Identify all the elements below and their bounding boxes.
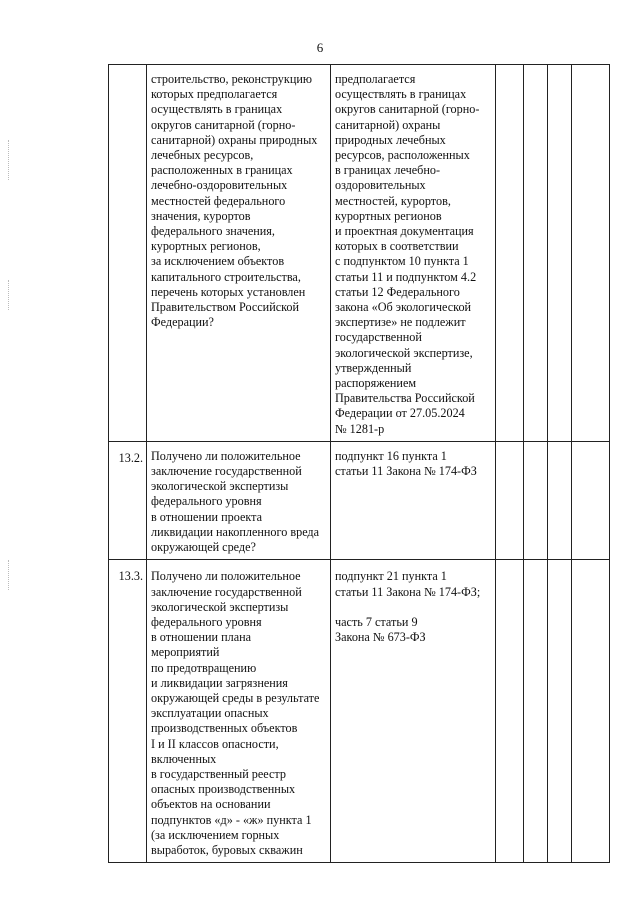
scan-margin-mark [8, 140, 19, 180]
table-row [109, 65, 610, 442]
question-text: Получено ли положительное заключение государственной экологической экспертизы федерального уровня в отношении проекта ликвидации накопленного вреда окружающей среде? [151, 448, 320, 555]
row-number: 13.3. [118, 569, 143, 584]
question-cell [147, 560, 331, 863]
remarks-cell [572, 65, 610, 442]
legal-reference-text: предполагается осуществлять в границах округов санитарной (горно- санитарной) охраны природных лечебных ресурсов, расположенных в границах лечебно- оздоровительных местностей, курортов, курортных регионов и проектная документация которых в соответствии с подпунктом 10 пункта 1 статьи 11 и подпунктом 4.2 статьи 12 Федерального закона «Об экологической экспертизе» не подлежит государственной экологической экспертизе, утвержденный распоряжением Правительства Российской Федерации от 27.05.2024 № 1281-р [335, 72, 480, 436]
answer-na-cell [548, 441, 572, 559]
checklist-table [108, 64, 610, 863]
remarks-cell [572, 560, 610, 863]
question-cell [147, 441, 331, 559]
row-number-cell [109, 560, 147, 863]
scan-margin-mark [8, 560, 19, 590]
answer-na-cell [548, 560, 572, 863]
legal-reference-cell [331, 560, 496, 863]
table-row [109, 441, 610, 559]
row-number-cell [109, 441, 147, 559]
answer-yes-cell [496, 65, 524, 442]
answer-yes-cell [496, 560, 524, 863]
legal-reference-text: подпункт 21 пункта 1 статьи 11 Закона № 174-ФЗ; часть 7 статьи 9 Закона № 673-ФЗ [335, 569, 481, 645]
row-number [109, 65, 146, 74]
question-cell [147, 65, 331, 442]
answer-na-cell [548, 65, 572, 442]
legal-reference-cell [331, 441, 496, 559]
row-number: 13.2. [118, 450, 143, 465]
answer-no-cell [524, 441, 548, 559]
remarks-cell [572, 441, 610, 559]
answer-no-cell [524, 560, 548, 863]
legal-reference-cell [331, 65, 496, 442]
answer-no-cell [524, 65, 548, 442]
question-text: Получено ли положительное заключение государственной экологической экспертизы федерального уровня в отношении плана мероприятий по предотвращению и ликвидации загрязнения окружающей среды в результате эксплуатации опасных производственных объектов I и II классов опасности, включенных в государственный реестр опасных производственных объектов на основании подпунктов «д» - «ж» пункта 1 (за исключением горных выработок, буровых скважин [151, 569, 320, 857]
page-number: 6 [316, 40, 324, 55]
table-row [109, 560, 610, 863]
legal-reference-text: подпункт 16 пункта 1 статьи 11 Закона № 174-ФЗ [335, 448, 477, 479]
scan-margin-mark [8, 280, 19, 310]
row-number-cell [109, 65, 147, 442]
answer-yes-cell [496, 441, 524, 559]
question-text: строительство, реконструкцию которых предполагается осуществлять в границах округов санитарной (горно- санитарной) охраны природных лечебных ресурсов, расположенных в границах лечебно-оздоровительных местностей федерального значения, курортов федерального значения, курортных регионов, за исключением объектов капитального строительства, перечень которых установлен Правительством Российской Федерации? [151, 72, 318, 330]
